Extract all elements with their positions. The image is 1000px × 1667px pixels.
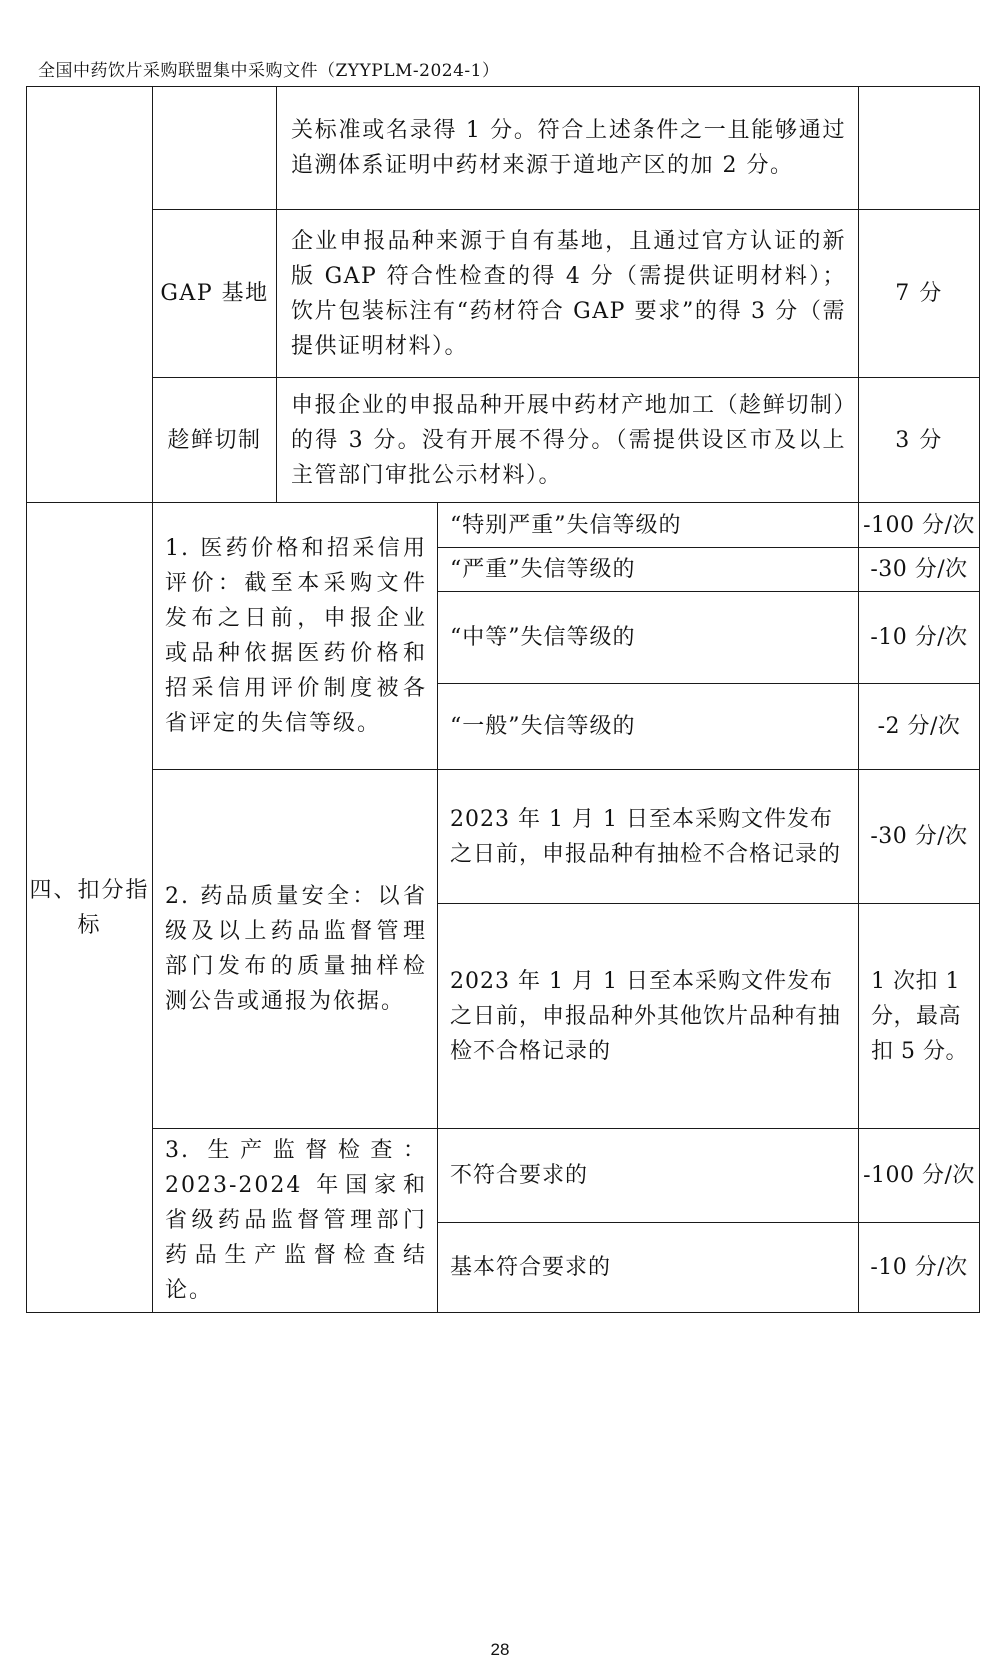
- deduction-value: -10 分/次: [859, 592, 980, 684]
- criterion-score: 7 分: [859, 210, 980, 378]
- deduction-condition: “中等”失信等级的: [438, 592, 859, 684]
- deduction-condition: 2023 年 1 月 1 日至本采购文件发布之日前，申报品种有抽检不合格记录的: [438, 770, 859, 904]
- criterion-name: [153, 87, 277, 210]
- criterion-description: 关标准或名录得 1 分。符合上述条件之一且能够通过追溯体系证明中药材来源于道地产区的加 2 分。: [277, 87, 859, 210]
- document-header: 全国中药饮片采购联盟集中采购文件（ZYYPLM-2024-1）: [38, 61, 500, 81]
- criterion-name: 趁鲜切制: [153, 378, 277, 503]
- criterion-score: [859, 87, 980, 210]
- deduction-condition: 基本符合要求的: [438, 1223, 859, 1313]
- deduction-condition: “严重”失信等级的: [438, 548, 859, 592]
- table-row: [27, 1129, 980, 1223]
- criterion-description: 申报企业的申报品种开展中药材产地加工（趁鲜切制）的得 3 分。没有开展不得分。（需提供设区市及以上主管部门审批公示材料）。: [277, 378, 859, 503]
- deduction-value: -100 分/次: [859, 503, 980, 548]
- deduction-value: 1 次扣 1 分，最高扣 5 分。: [859, 904, 980, 1129]
- deduction-value: -2 分/次: [859, 684, 980, 770]
- deduction-condition: “特别严重”失信等级的: [438, 503, 859, 548]
- page-number: 28: [490, 1640, 510, 1659]
- table-row: [27, 378, 980, 503]
- table-row: [27, 87, 980, 210]
- deduction-value: -10 分/次: [859, 1223, 980, 1313]
- table-row: [27, 770, 980, 904]
- deduction-value: -100 分/次: [859, 1129, 980, 1223]
- criterion-score: 3 分: [859, 378, 980, 503]
- scoring-table: [26, 86, 980, 1313]
- category-cell-empty: [27, 87, 153, 503]
- deduction-group-title: 3. 生产监督检查：2023-2024 年国家和省级药品监督管理部门药品生产监督检查结论。: [153, 1129, 438, 1313]
- deduction-condition: 2023 年 1 月 1 日至本采购文件发布之日前，申报品种外其他饮片品种有抽检不合格记录的: [438, 904, 859, 1129]
- deduction-condition: “一般”失信等级的: [438, 684, 859, 770]
- deduction-value: -30 分/次: [859, 770, 980, 904]
- deduction-condition: 不符合要求的: [438, 1129, 859, 1223]
- section-category: 四、扣分指标: [27, 503, 153, 1313]
- table-row: [27, 503, 980, 548]
- criterion-name: GAP 基地: [153, 210, 277, 378]
- deduction-value: -30 分/次: [859, 548, 980, 592]
- criterion-description: 企业申报品种来源于自有基地，且通过官方认证的新版 GAP 符合性检查的得 4 分（需提供证明材料）；饮片包装标注有“药材符合 GAP 要求”的得 3 分（需提供证明材料）。: [277, 210, 859, 378]
- table-row: [27, 210, 980, 378]
- deduction-group-title: 2. 药品质量安全：以省级及以上药品监督管理部门发布的质量抽样检测公告或通报为依据。: [153, 770, 438, 1129]
- deduction-group-title: 1. 医药价格和招采信用评价：截至本采购文件发布之日前，申报企业或品种依据医药价格和招采信用评价制度被各省评定的失信等级。: [153, 503, 438, 770]
